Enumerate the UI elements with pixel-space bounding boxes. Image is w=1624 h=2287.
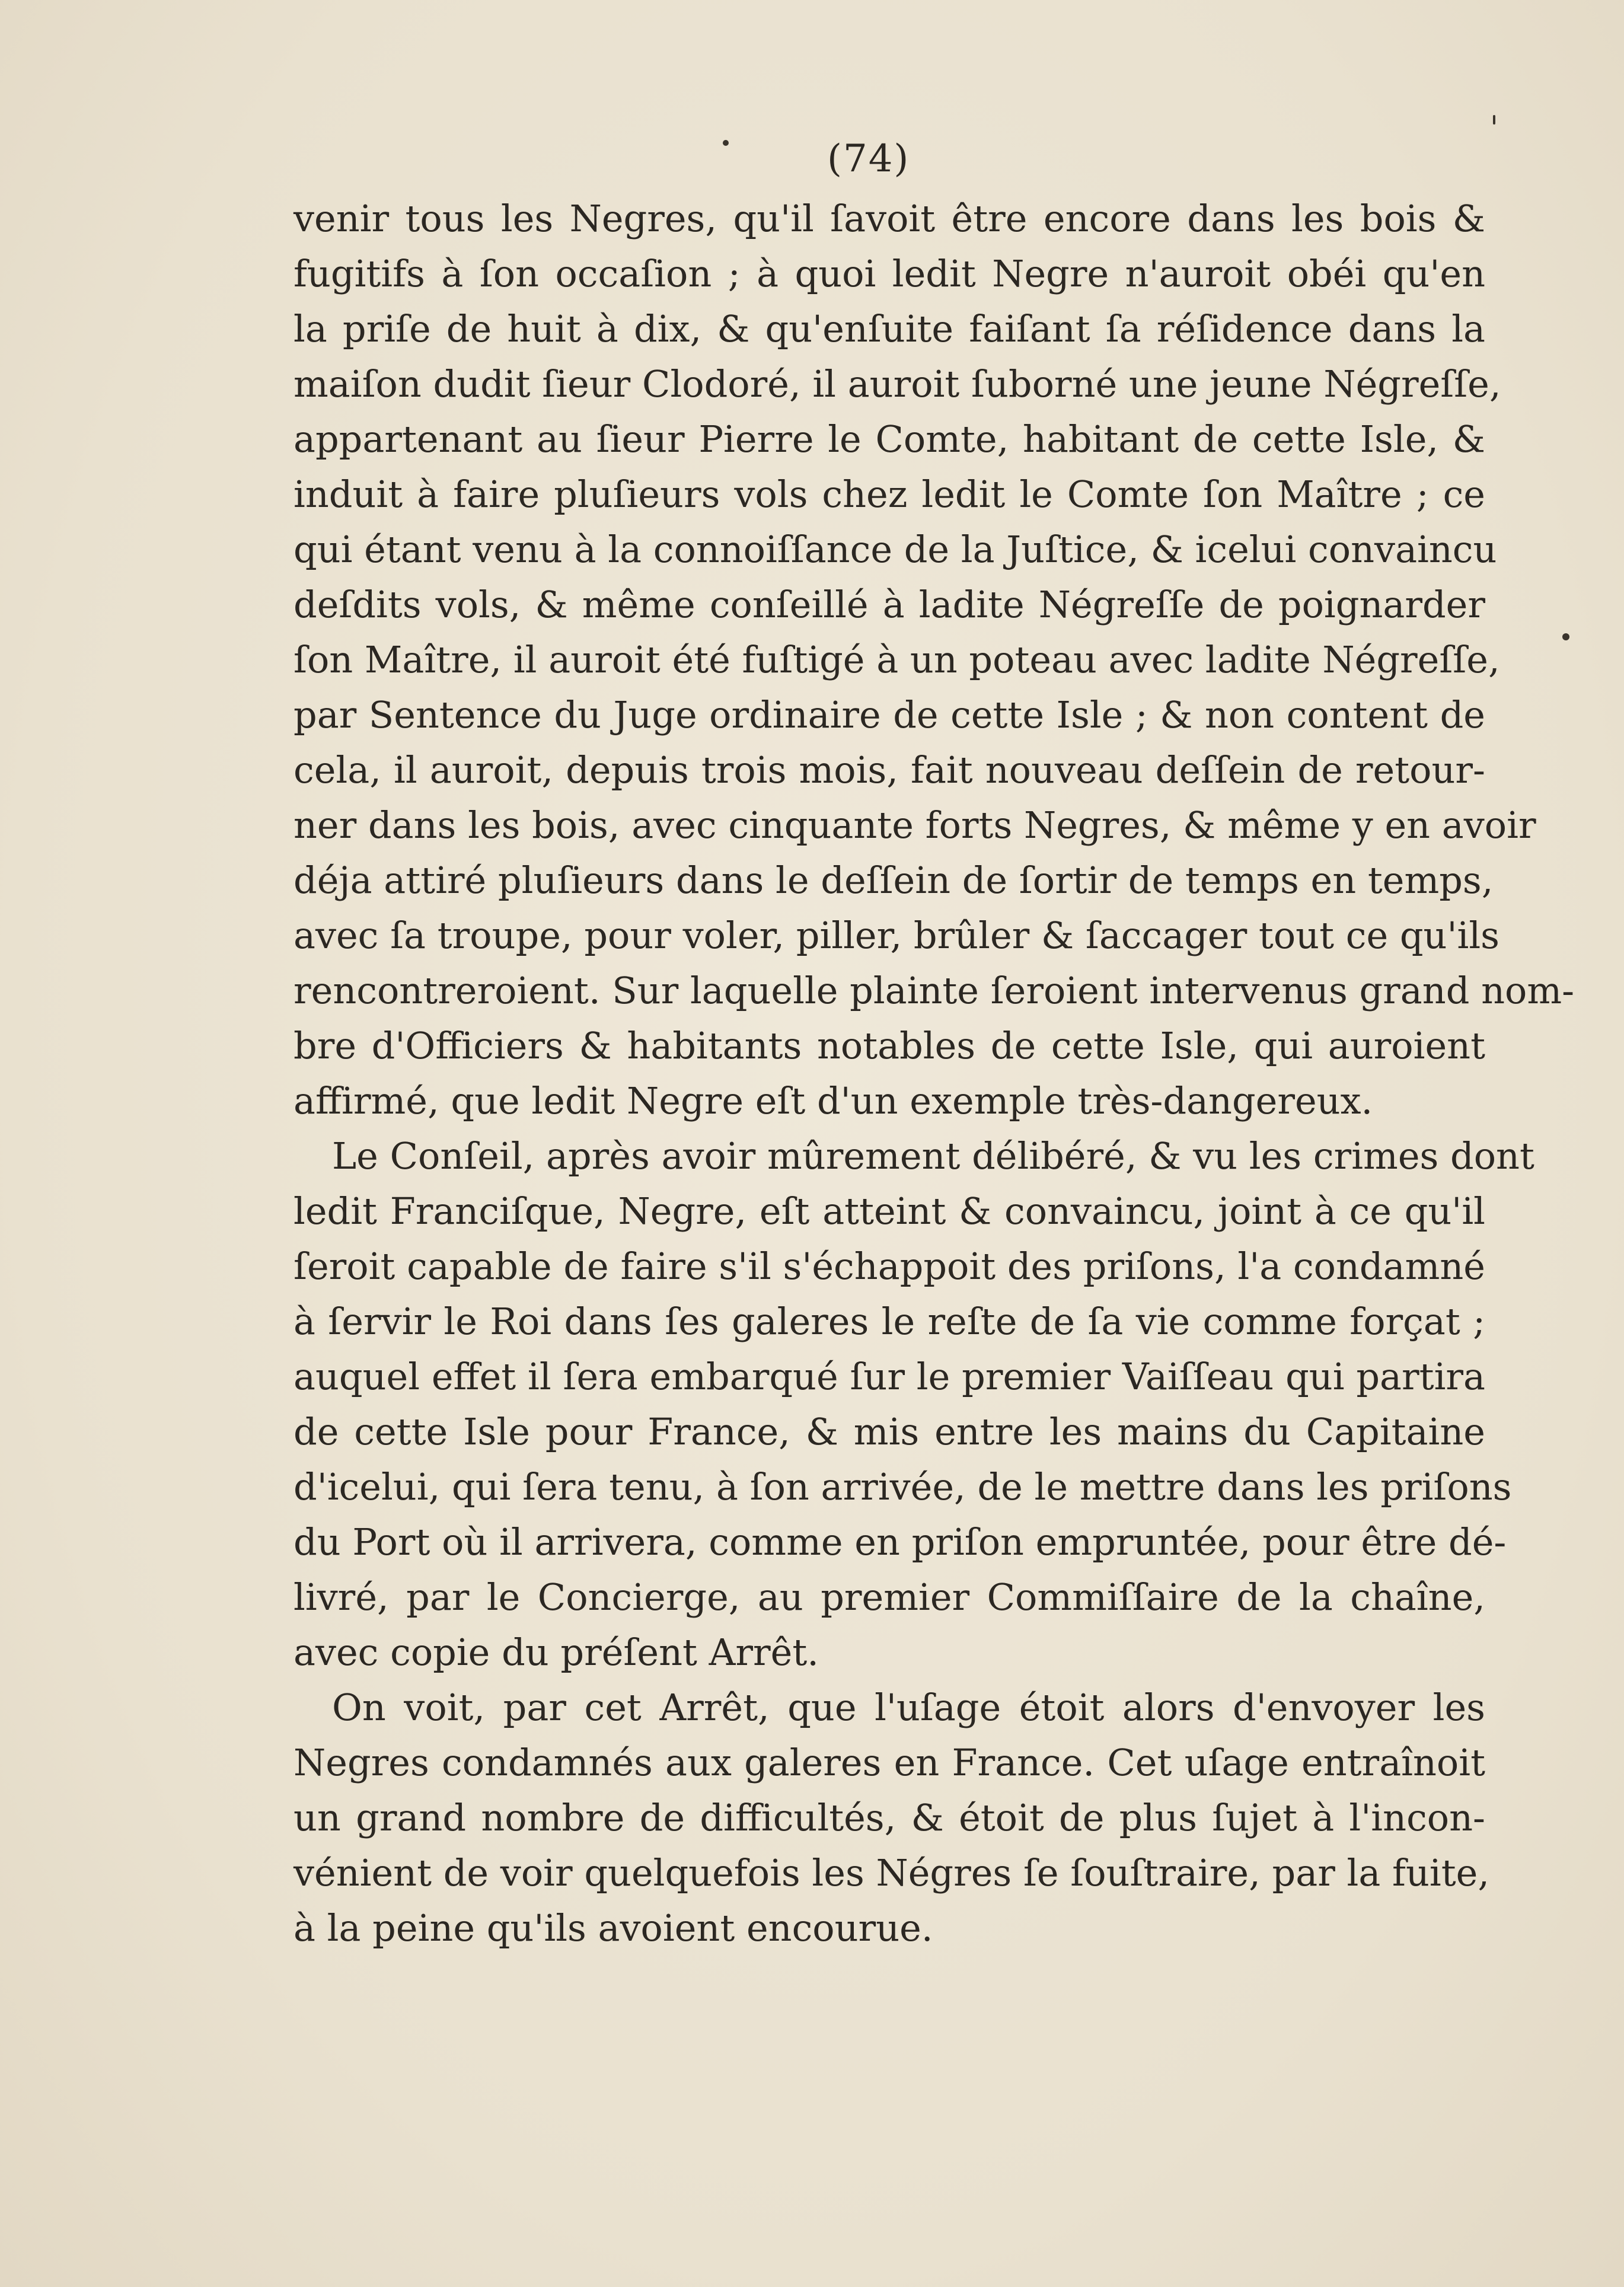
text-line: affirmé, que ledit Negre eſt d'un exemple très-dangereux. [293, 1079, 1373, 1122]
text-line: Negres condamnés aux galeres en France. Cet uſage entraînoit [293, 1741, 1485, 1784]
text-line: cela, il auroit, depuis trois mois, fait nouveau deſſein de retour- [293, 748, 1485, 792]
body-text [293, 191, 1575, 1956]
text-line: un grand nombre de difficultés, & étoit de plus ſujet à l'incon- [293, 1796, 1485, 1839]
text-line: déja attiré pluſieurs dans le deſſein de ſortir de temps en temps, [293, 859, 1494, 902]
text-line: appartenant au ſieur Pierre le Comte, habitant de cette Isle, & [293, 417, 1485, 461]
text-line: fugitifs à ſon occaſion ; à quoi ledit Negre n'auroit obéi qu'en [293, 252, 1485, 295]
text-line: ner dans les bois, avec cinquante forts Negres, & même y en avoir [293, 803, 1536, 847]
text-line: à la peine qu'ils avoient encourue. [293, 1906, 933, 1950]
text-line: avec ſa troupe, pour voler, piller, brûler & ſaccager tout ce qu'ils [293, 914, 1499, 957]
paper-speck [723, 140, 729, 146]
text-line: auquel effet il ſera embarqué ſur le premier Vaiſſeau qui partira [293, 1355, 1485, 1398]
text-line: par Sentence du Juge ordinaire de cette Isle ; & non content de [293, 693, 1485, 736]
text-line: bre d'Officiers & habitants notables de cette Isle, qui auroient [293, 1024, 1485, 1067]
text-line: ſon Maître, il auroit été fuſtigé à un poteau avec ladite Négreſſe, [293, 638, 1500, 681]
text-line: de cette Isle pour France, & mis entre les mains du Capitaine [293, 1410, 1485, 1453]
page-number: (74) [827, 137, 910, 181]
text-line: venir tous les Negres, qu'il ſavoit être encore dans les bois & [293, 197, 1485, 240]
text-line: On voit, par cet Arrêt, que l'uſage étoit alors d'envoyer les [332, 1686, 1485, 1729]
text-line: du Port où il arrivera, comme en priſon empruntée, pour être dé- [293, 1520, 1507, 1564]
text-line: induit à faire pluſieurs vols chez ledit le Comte ſon Maître ; ce [293, 473, 1485, 516]
text-line: ſeroit capable de faire s'il s'échappoit des priſons, l'a condamné [293, 1245, 1485, 1288]
text-line: rencontreroient. Sur laquelle plainte ſeroient intervenus grand nom- [293, 969, 1575, 1012]
paper-speck [1493, 115, 1495, 125]
paper-speck [1562, 633, 1569, 640]
text-line: deſdits vols, & même conſeillé à ladite Négreſſe de poignarder [293, 583, 1485, 626]
text-line: Le Conſeil, après avoir mûrement délibéré, & vu les crimes dont [332, 1134, 1534, 1178]
text-line: livré, par le Concierge, au premier Commiſſaire de la chaîne, [293, 1575, 1485, 1619]
text-line: maiſon dudit ſieur Clodoré, il auroit ſuborné une jeune Négreſſe, [293, 362, 1501, 406]
text-line: qui étant venu à la connoiſſance de la Juſtice, & icelui convaincu [293, 528, 1497, 571]
text-line: d'icelui, qui ſera tenu, à ſon arrivée, de le mettre dans les priſons [293, 1465, 1512, 1508]
text-line: vénient de voir quelquefois les Négres ſe ſouſtraire, par la fuite, [293, 1851, 1490, 1894]
text-line: ledit Franciſque, Negre, eſt atteint & convaincu, joint à ce qu'il [293, 1189, 1485, 1233]
text-line: avec copie du préſent Arrêt. [293, 1631, 819, 1674]
text-line: la priſe de huit à dix, & qu'enſuite faiſant ſa réſidence dans la [293, 307, 1485, 350]
text-line: à ſervir le Roi dans ſes galeres le reſte de ſa vie comme forçat ; [293, 1300, 1485, 1343]
